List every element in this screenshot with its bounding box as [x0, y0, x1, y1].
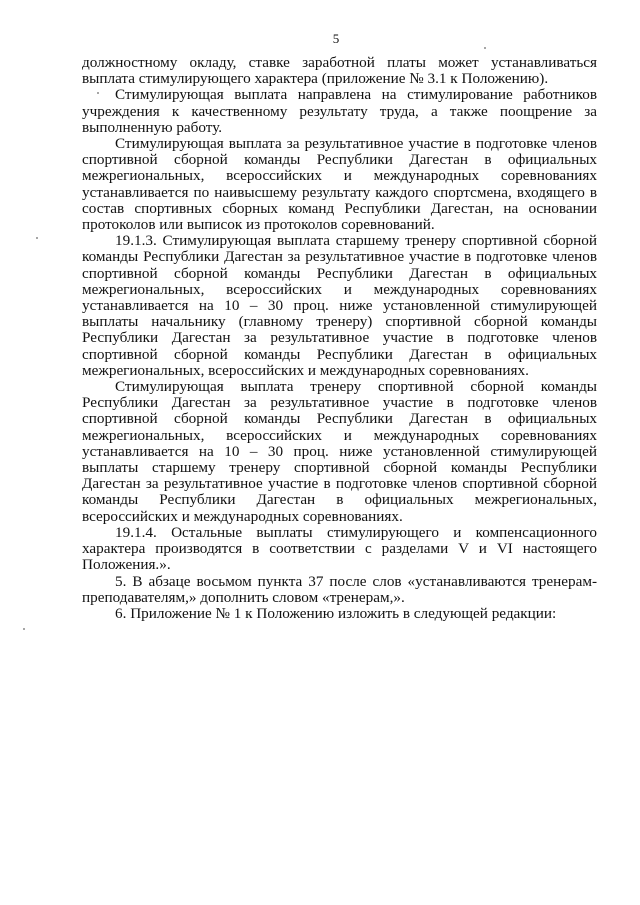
- paragraph-item-5: 5. В абзаце восьмом пункта 37 после слов «устанавливаются тренерам-преподавателям,» дополнить словом «тренерам,».: [82, 572, 597, 606]
- scan-speck: [36, 237, 38, 239]
- paragraph-incentive-purpose: Стимулирующая выплата направлена на стимулирование работников учреждения к качественному результату труда, а также поощрение за выполненную работу.: [82, 86, 597, 136]
- paragraph-salary-continuation: должностному окладу, ставке заработной платы может устанавливаться выплата стимулирующего характера (приложение № 3.1 к Положению).: [82, 54, 597, 88]
- scan-speck: [484, 47, 486, 49]
- paragraph-incentive-team-training: Стимулирующая выплата за результативное участие в подготовке членов спортивной сборной команды Республики Дагестан в официальных межрегиональных, всероссийских и международных соревнованиях устанавливается по наивысшему результату каждого спортсмена, входящего в состав спортивных сборных команд Республики Дагестан, на основании протоколов или выписок из протоколов соревнований.: [82, 135, 597, 234]
- page-number: 5: [332, 31, 340, 46]
- document-body: [82, 55, 597, 622]
- paragraph-item-6: 6. Приложение № 1 к Положению изложить в следующей редакции:: [115, 604, 557, 622]
- scan-speck: [97, 92, 99, 94]
- paragraph-19-1-3: 19.1.3. Стимулирующая выплата старшему тренеру спортивной сборной команды Республики Дагестан за результативное участие в подготовке членов спортивной сборной команды Республики Дагестан в официальных межрегиональных, всероссийских и международных соревнованиях устанавливается на 10 – 30 проц. ниже установленной стимулирующей выплаты начальнику (главному тренеру) спортивной сборной команды Республики Дагестан за результативное участие в подготовке членов спортивной сборной команды Республики Дагестан в официальных межрегиональных, всероссийских и международных соревнованиях.: [82, 232, 597, 379]
- paragraph-19-1-4: 19.1.4. Остальные выплаты стимулирующего и компенсационного характера производятся в соответствии с разделами V и VI настоящего Положения.».: [82, 523, 597, 574]
- scan-speck: [23, 628, 25, 630]
- paragraph-coach-incentive: Стимулирующая выплата тренеру спортивной сборной команды Республики Дагестан за результативное участие в подготовке членов спортивной сборной команды Республики Дагестан в официальных межрегиональных, всероссийских и международных соревнованиях устанавливается на 10 – 30 проц. ниже установленной стимулирующей выплаты старшему тренеру спортивной сборной команды Республики Дагестан за результативное участие в подготовке членов спортивной сборной команды Республики Дагестан в официальных межрегиональных, всероссийских и международных соревнованиях.: [82, 378, 597, 525]
